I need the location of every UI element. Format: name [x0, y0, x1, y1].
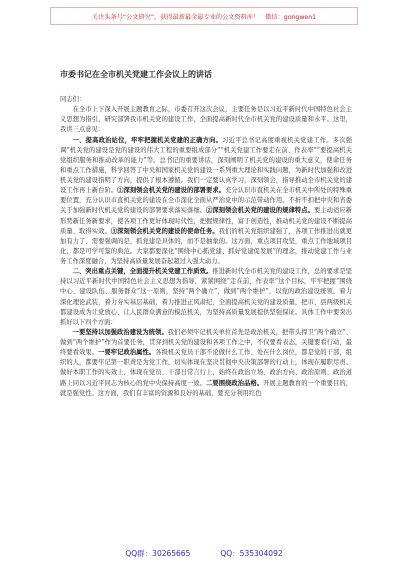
section-1-heading: 一、提高政治站位，牢牢把握机关党建的正确方向。 — [72, 136, 223, 144]
promo-banner-wechat: 微信：gongwen1 — [265, 13, 317, 21]
promo-banner-text: 关注头条号“公文研究”，获得最新最全最专业的公文资料库！ — [91, 13, 260, 21]
section-2-sub3-heading: 二要围绕政治品格。 — [206, 379, 264, 387]
section-2-text: 推进新时代全市机关党的建设工作，总的要求是坚持以习近平新时代中国特色社会主义思想为指导，紧紧围绕“走在前、作表率”这个目标，牢牢把握“围绕中心、建设队伍、服务群众”这一原则，坚持“两个确立”，做到“两个维护”，以党的政治建设统领，着力深化理论武装，着力夯实基层基础，着力推进正风肃纪，全面提高机关党的建设质量，把市、县两级机关都建设成为让党放心、让人民群众满意的模范机关，为坚持高质量发展提供坚强保证。具体工作中要突出抓好以下四个方面： — [60, 268, 353, 326]
contact-footer — [0, 548, 408, 559]
footer-qq-group: QQ群：30265665 — [125, 549, 191, 558]
section-1-sub2-text: 要主动适应新形势新任务新要求，使各项工作更好体现时代性，把握规律性，富于创造性，推动机关党的建设不断提高质量、取得实效。 — [60, 207, 353, 235]
section-1-sub2-heading: ②深刻领会机关党的建设的规律特点。 — [206, 207, 314, 215]
section-2-sub3-text: 开展主题教育的一个重要目的，就是强党性。这方面，我们有丰富的资源和良好的基础，要充分利用红色 — [60, 379, 353, 397]
section-2-sub2-heading: 一要牢记政治属性。 — [98, 349, 156, 357]
section-1-sub3-heading: ③深刻领会机关党的建设的使命任务。 — [110, 227, 219, 235]
intro-paragraph: 在全市上下深入开展主题教育之际，市委召开这次会议，主要任务是以习近平新时代中国特色社会主义思想为指引，研究部署我市机关党的建设工作，全面提高新时代全市机关党的建设质量和水平。这里，我讲三点意见： — [60, 106, 352, 134]
salutation: 同志们： — [60, 96, 86, 103]
promo-banner — [50, 7, 358, 25]
section-2-sub1-text: 我们必须牢记机关单位首先是政治机关，把带头捍卫“两个确立”、做到“两个维护”作为首要任务，贯穿到机关党的建设和各项工作之中，不仅要看表态，关键要看行动，最终要看效果。 — [60, 328, 352, 357]
section-1-sub1-heading: ①深刻领会机关党的建设的部署要求。 — [117, 187, 226, 195]
section-2-sub-paragraph — [60, 328, 352, 399]
section-1-sub3-text: 我们的机关党组织建强了，各项工作推进出就更加有力了，需要强调的是，抓党建是具体的，而不是抽象的。这方面，重点项目攻坚，重点工作地域项目化，都是可学可鉴的典范。大家都要深化“围绕中心抓党建、抓好党建促发展”的理念，推动党建工作与业务工作深度融合，为坚持高质量发展奋起超过入强大动力。 — [60, 227, 353, 265]
section-1-sub1-text: 充分认识市直机关在全市机关中所处的特殊重要位置，充分认识市直机关党的建设在全市深化全面从严治党中的示范带动作用。不折不扣把中央和省委关于加强新时代机关党的建设的部署要求落实落细。 — [60, 187, 353, 215]
section-2-sub2-text: 各级机关党员干部不论做什么工作、处在什么岗位，都是党的干部，组织的人，都要牢记第一职责是为党工作，切实体现在坚决贯彻中央决策部署的行动上，体现在履职尽责、做好本职工作的实效上，体现在党员、干部日常言行上，始终在政治立场、政治方向、政治原则、政治道路上同以习近平同志为核心的党中央保持高度一致。 — [60, 349, 353, 387]
document-body — [60, 95, 352, 399]
section-2-heading: 二、突出重点关键，全面提升机关党建工作质效。 — [72, 268, 213, 276]
section-1-paragraph — [60, 136, 352, 268]
footer-qq-contact: QQ：535304092 — [220, 549, 283, 558]
section-1-text: 习近平总书记高度重视机关党建工作。多次强调“机关党的建设是党的建设的伟大工程的重要组成部分”“机关党建工作要走在前、作表率”“要提高机关党组织服务和推动改革的能力”等。总书记的重要讲话，深刻阐明了机关党的建设的重大意义，使命任务和重点工作措施，科学回答了中央和国家机关党的建设一系列重大理论和实践问题，为新时代加强和改进机关党的建设指明了方向，提供了根本遵循。我们一定要认真学习，深刻领会，指导推动全市机关党的建设工作再上新台阶。 — [60, 136, 353, 195]
section-2-sub1-heading: 一要坚持以加强政治建设为统领。 — [72, 328, 168, 336]
section-2-paragraph — [60, 267, 352, 328]
document-title: 市委书记在全市机关党建工作会议上的讲话 — [60, 69, 212, 79]
